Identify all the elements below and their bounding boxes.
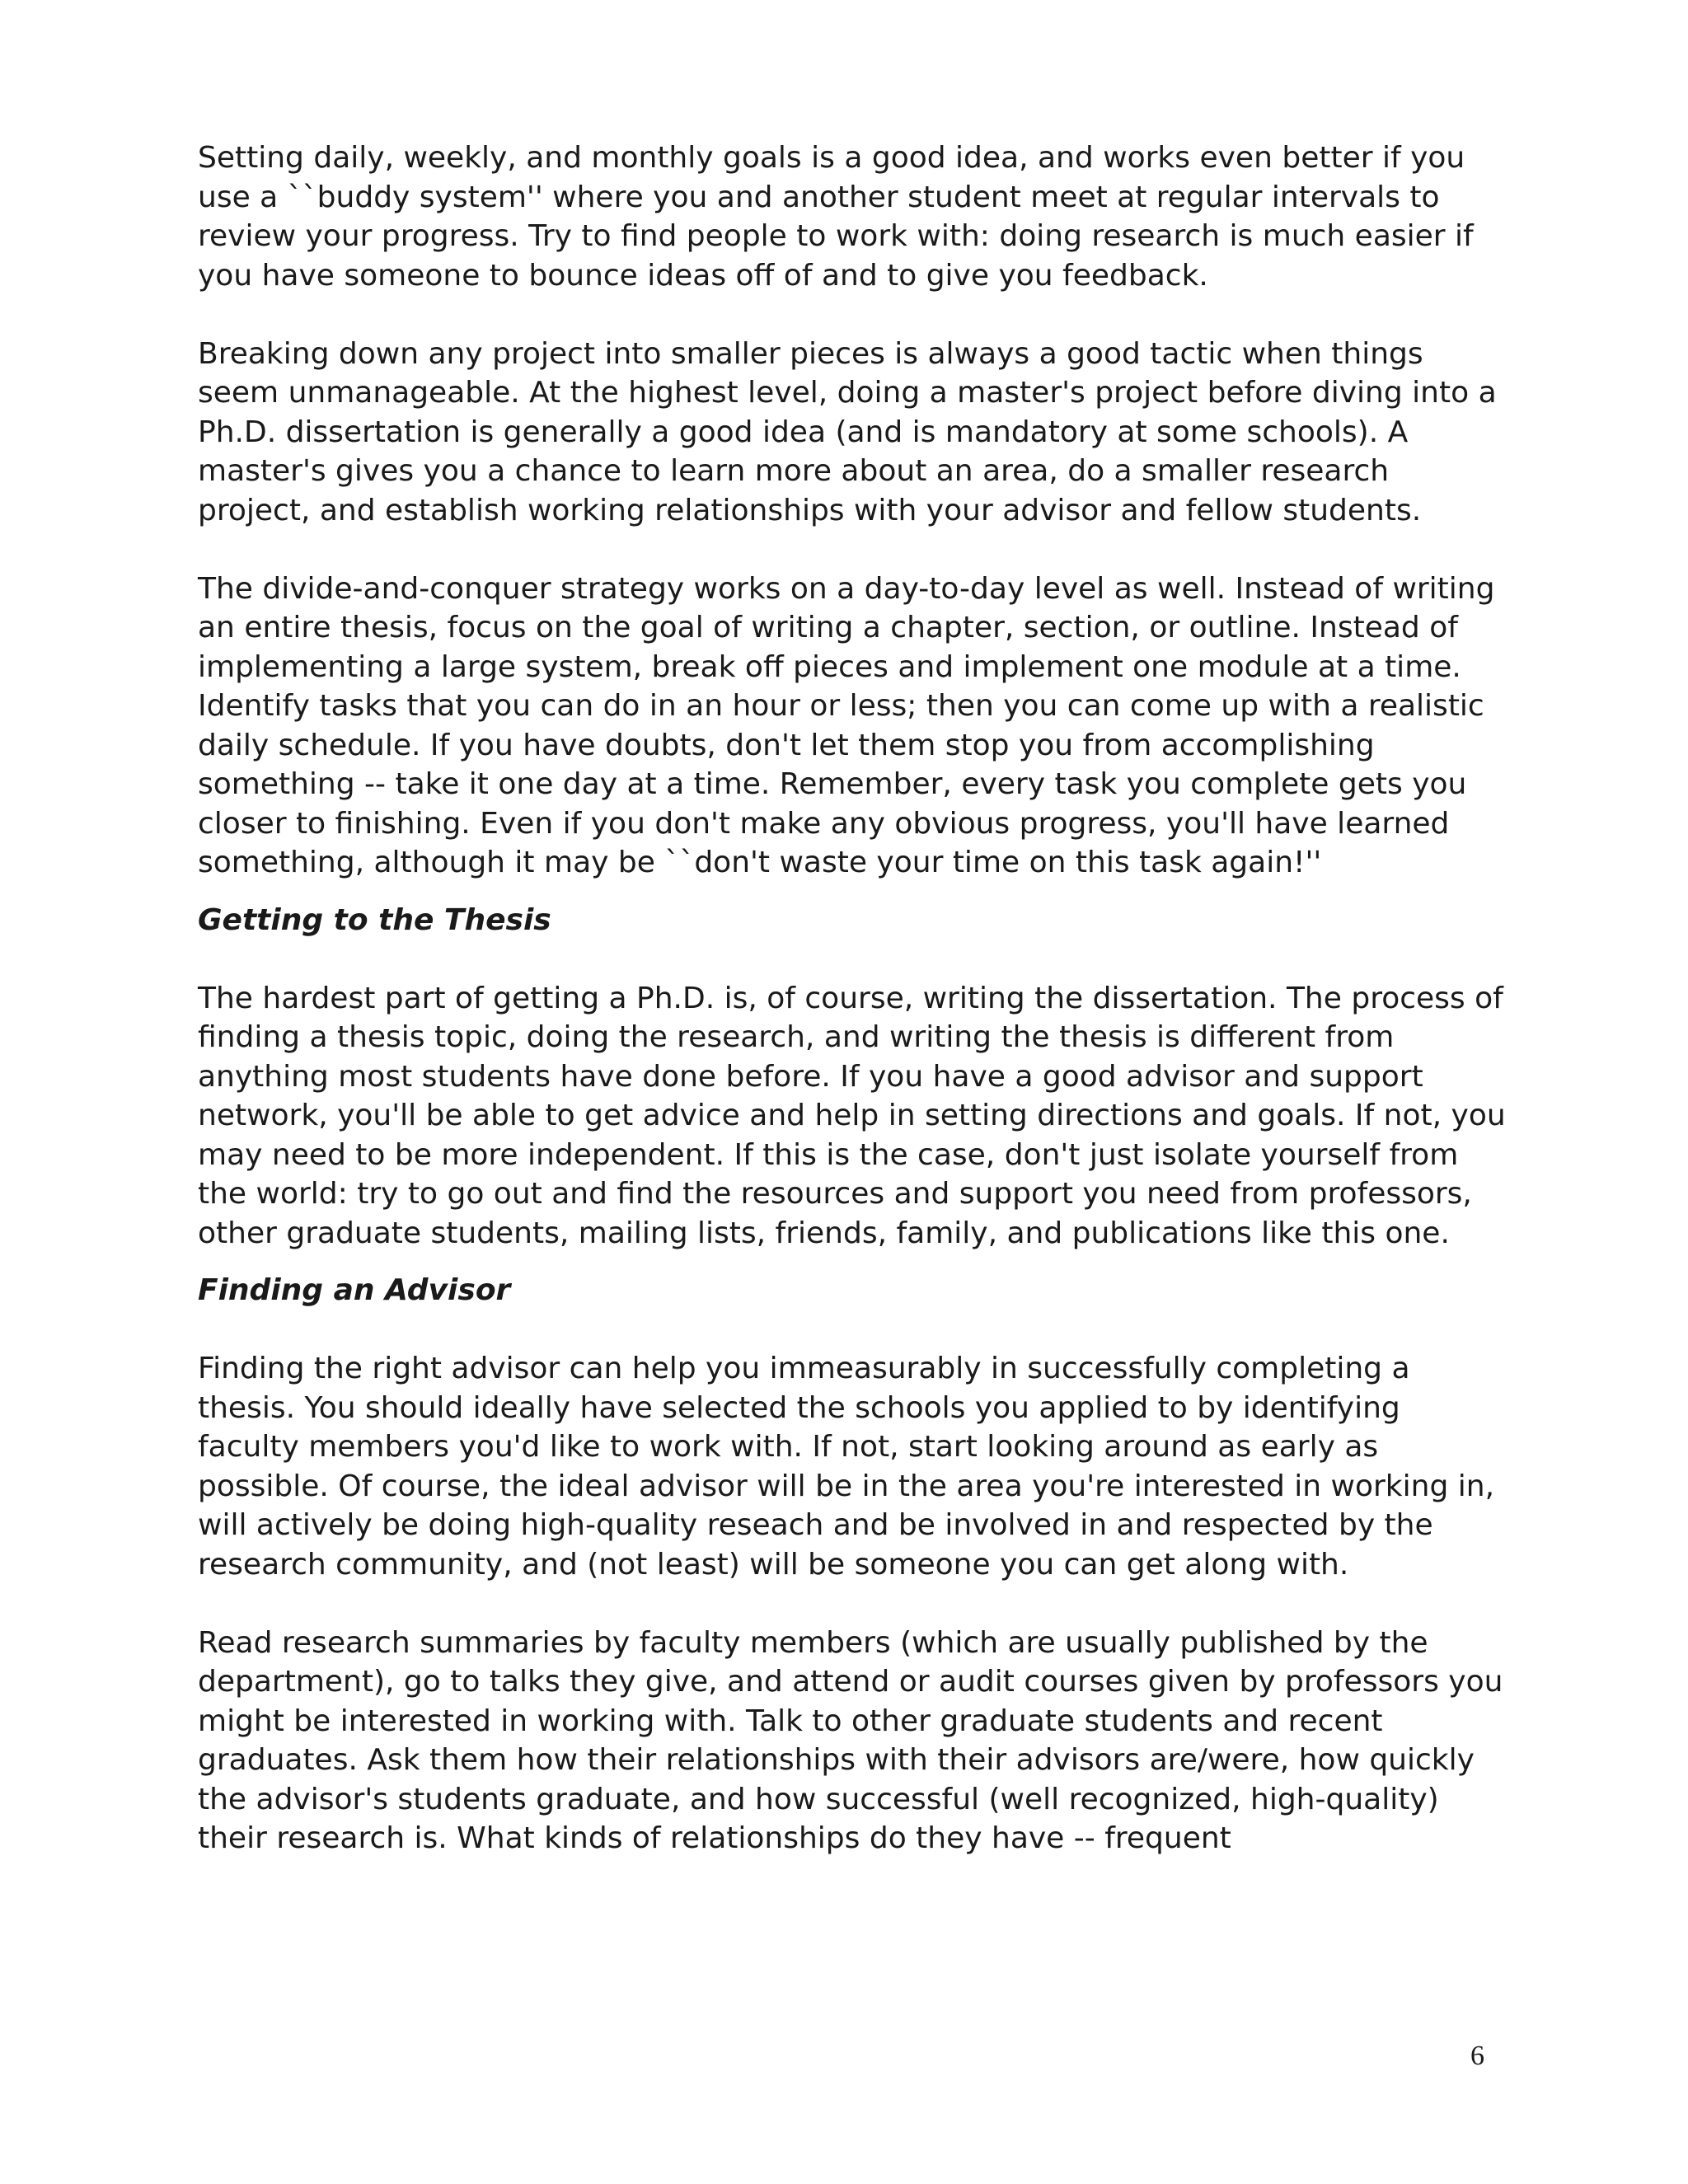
heading-getting-to-the-thesis: Getting to the Thesis — [198, 902, 551, 937]
document-body — [198, 138, 1508, 1858]
paragraph-divide-and-conquer: The divide-and-conquer strategy works on a day-to-day level as well. Instead of writing an entire thesis, focus on the goal of writing a chapter, section, or outline. Instead of implementing a large system, break off pieces and implement one module at a time. Identify tasks that you can do in an hour or less; then you can come up with a realistic daily schedule. If you have doubts, don't let them stop you from accomplishing something -- take it one day at a time. Remember, every task you complete gets you closer to finishing. Even if you don't make any obvious progress, you'll have learned something, although it may be ``don't waste your time on this task again!'' — [198, 571, 1495, 879]
paragraph-thesis: The hardest part of getting a Ph.D. is, of course, writing the dissertation. The process of finding a thesis topic, doing the research, and writing the thesis is different from anything most students have done before. If you have a good advisor and support network, you'll be able to get advice and help in setting directions and goals. If not, you may need to be more independent. If this is the case, don't just isolate yourself from the world: try to go out and find the resources and support you need from professors, other graduate students, mailing lists, friends, family, and publications like this one. — [198, 981, 1506, 1250]
heading-finding-an-advisor: Finding an Advisor — [198, 1273, 511, 1307]
paragraph-buddy-system: Setting daily, weekly, and monthly goals is a good idea, and works even better if you use a ``buddy system'' where you and another student meet at regular intervals to review your progress. Try to find people to work with: doing research is much easier if you have someone to bounce ideas off of and to give you feedback. — [198, 141, 1474, 293]
paragraph-smaller-pieces: Breaking down any project into smaller pieces is always a good tactic when things seem unmanageable. At the highest level, doing a master's project before diving into a Ph.D. dissertation is generally a good idea (and is mandatory at some schools). A master's gives you a chance to learn more about an area, do a smaller research project, and establish working relationships with your advisor and fellow students. — [198, 336, 1497, 527]
page-number: 6 — [1470, 2041, 1484, 2071]
paragraph-research-summaries: Read research summaries by faculty members (which are usually published by the department), go to talks they give, and attend or audit courses given by professors you might be interested in working with. Talk to other graduate students and recent graduates. Ask them how their relationships with their advisors are/were, how quickly the advisor's students graduate, and how successful (well recognized, high-quality) their research is. What kinds of relationships do they have -- frequent — [198, 1625, 1503, 1855]
paragraph-right-advisor: Finding the right advisor can help you immeasurably in successfully completing a thesis. You should ideally have selected the schools you applied to by identifying faculty members you'd like to work with. If not, start looking around as early as possible. Of course, the ideal advisor will be in the area you're interested in working in, will actively be doing high-quality reseach and be involved in and respected by the research community, and (not least) will be someone you can get along with. — [198, 1352, 1495, 1582]
